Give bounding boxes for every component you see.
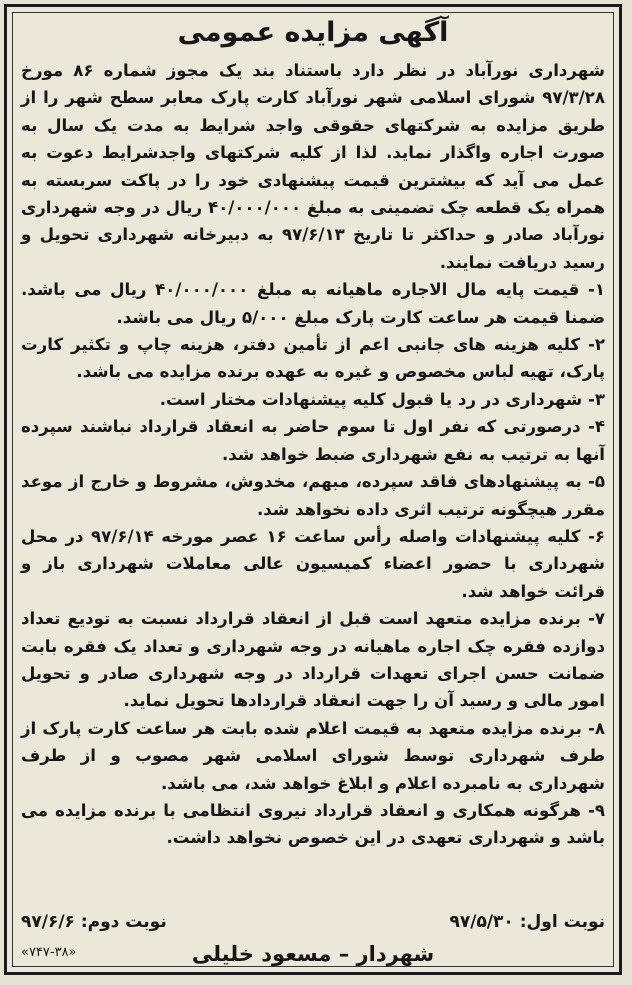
clause-2: ۲- کلیه هزینه های جانبی اعم از تأمین دفتر، هزینه چاپ و تکثیر کارت پارک، تهیه لباس مخصوص و غیره به عهده برنده مزایده می باشد. (21, 335, 605, 382)
clause-9: ۹- هرگونه همکاری و انعقاد قرارداد نیروی انتظامی با برنده مزایده می باشد و شهرداری تعهدی در این خصوص نخواهد داشت. (21, 800, 605, 848)
clause-3: ۳- شهرداری در رد یا قبول کلیه پیشنهادات مختار است. (159, 389, 605, 409)
notice-body (21, 57, 605, 852)
intro-paragraph: شهرداری نورآباد در نظر دارد باستناد بند یک مجوز شماره ۸۶ مورخ ۹۷/۳/۲۸ شورای اسلامی شهر نورآباد کارت پارک معابر سطح شهر را از طریق مزایده به شرکتهای حقوقی واجد شرایط به مدت یک سال به صورت اجاره واگذار نماید. لذا از کلیه شرکتهای واجدشرایط دعوت به عمل می آید که بیشترین قیمت پیشنهادی خود را در پاکت سربسته به همراه یک قطعه چک تضمینی به مبلغ ۴۰/۰۰۰/۰۰۰ ریال در وجه شهرداری نورآباد صادر و حداکثر تا تاریخ ۹۷/۶/۱۳ به دبیرخانه شهرداری تحویل و رسید دریافت نمایند. (21, 61, 606, 272)
notice-title: آگهی مزایده عمومی (177, 17, 449, 48)
clause-7: ۷- برنده مزایده متعهد است قبل از انعقاد قرارداد نسبت به تودیع تعداد دوازده فقره چک اجاره ماهیانه در وجه شهرداری و تعداد یک فقره بابت ضمانت حسن اجرای تعهدات قرارداد در وجه شهرداری صادر و تحویل امور مالی و رسید آن را جهت انعقاد قراردادها تحویل نماید. (21, 609, 605, 711)
clause-1: ۱- قیمت پایه مال الاجاره ماهیانه به مبلغ ۴۰/۰۰۰/۰۰۰ ریال می باشد. ضمنا قیمت هر ساعت کارت پارک مبلغ ۵/۰۰۰ ریال می باشد. (21, 280, 605, 327)
second-publication-date: نوبت دوم: ۹۷/۶/۶ (21, 912, 167, 932)
clause-8: ۸- برنده مزایده متعهد به قیمت اعلام شده بابت هر ساعت کارت پارک از طرف شهرداری توسط شورای اسلامی شهر مصوب و از طرف شهرداری به نامبرده اعلام و ابلاغ خواهد شد، می باشد. (21, 718, 605, 793)
clause-6: ۶- کلیه پیشنهادات واصله رأس ساعت ۱۶ عصر مورخه ۹۷/۶/۱۴ در محل شهرداری با حضور اعضاء کمیسیون عالی معاملات شهرداری باز و قرائت خواهد شد. (21, 526, 605, 601)
publication-dates (21, 909, 605, 935)
first-publication-date: نوبت اول: ۹۷/۵/۳۰ (449, 912, 605, 932)
clause-4: ۴- درصورتی که نفر اول تا سوم حاضر به انعقاد قرارداد نباشند سپرده آنها به ترتیب به نفع شهرداری ضبط خواهد شد. (21, 417, 605, 464)
notice-footer (21, 939, 605, 969)
ad-code: «۷۴۷-۳۸» (21, 945, 77, 960)
notice-frame (4, 4, 622, 975)
clause-5: ۵- به پیشنهادهای فاقد سپرده، مبهم، مخدوش، مشروط و خارج از موعد مقرر هیچگونه ترتیب اثری داده نخواهد شد. (21, 472, 605, 519)
mayor-signature: شهردار – مسعود خلیلی (191, 942, 435, 966)
